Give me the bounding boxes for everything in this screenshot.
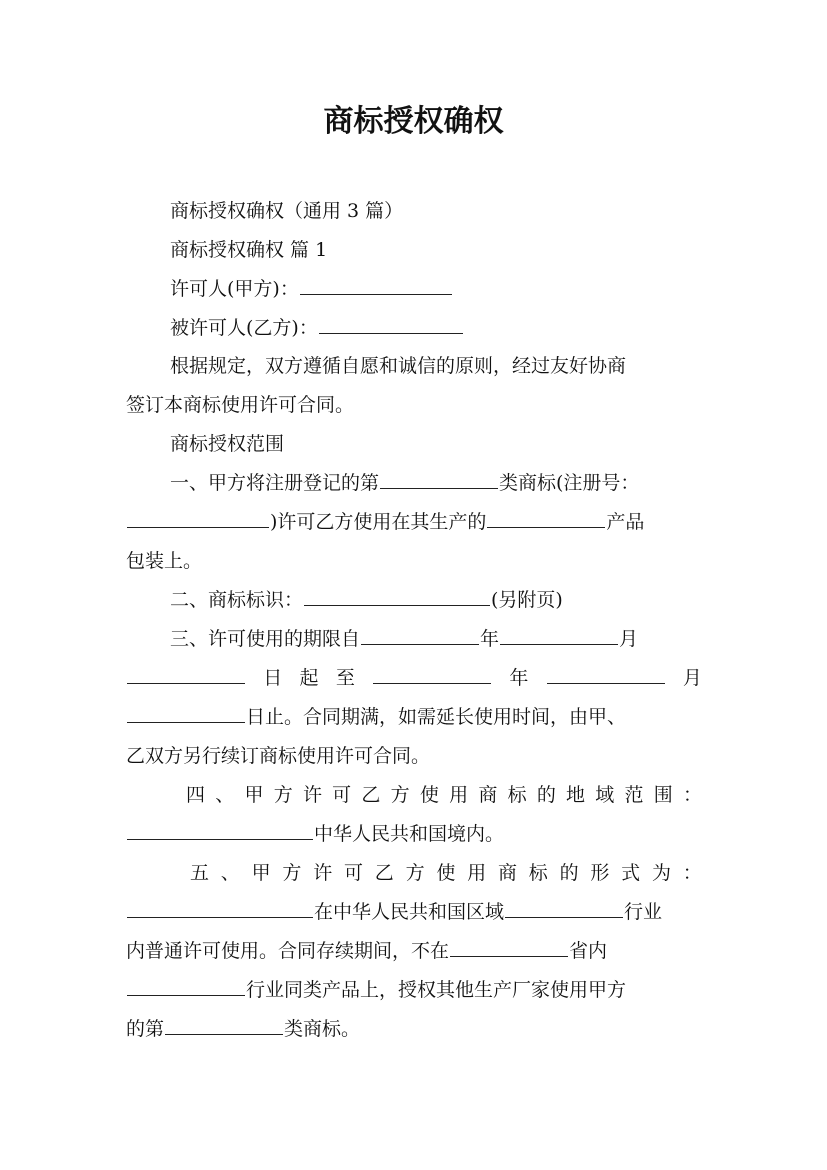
clause-4-char: 用 [449,784,469,806]
clause-2-text-b: (另附页) [491,589,563,611]
clause-5-char: 、 [220,862,240,884]
clause-5-char: 为 [651,862,671,884]
licensee-line [170,315,702,341]
clause-2-line [170,587,702,613]
clause-5-char: ： [682,862,702,884]
clause-3-end-month-label: 月 [682,667,702,689]
clause-5-char: 形 [590,862,610,884]
clause-4-line-2 [126,821,702,847]
clause-5-char: 五 [190,862,210,884]
clause-4-char: 使 [419,784,439,806]
clause-5-text-c: 内普通许可使用。合同存续期间，不在 [126,940,450,962]
industry-blank-2 [127,977,245,996]
clause-3-month-label: 月 [619,628,639,650]
clause-5-text-b: 行业 [624,901,663,923]
start-month-blank [500,626,618,645]
end-month-blank [547,665,665,684]
trademark-logo-blank [304,587,490,606]
clause-4-char: 许 [302,784,322,806]
clause-3-to-label: 至 [335,667,355,689]
clause-5-char: 商 [497,862,517,884]
licensor-blank [300,276,452,295]
clause-4-char: 乙 [361,784,381,806]
clause-5-char: 式 [621,862,641,884]
clause-4-char: 可 [332,784,352,806]
clause-4-char: ： [682,784,702,806]
clause-3-line-2 [126,665,702,691]
clause-1-text-d: 产品 [606,511,645,533]
clause-5-char: 用 [467,862,487,884]
clause-4-char: 方 [390,784,410,806]
clause-1-line-3: 包装上。 [126,550,203,572]
trademark-class-blank [380,470,498,489]
clause-3-text-a: 三、许可使用的期限自 [170,628,361,650]
clause-4-char: 范 [624,784,644,806]
licensee-blank [319,315,463,334]
licensor-label: 许可人(甲方)： [170,278,299,300]
licensor-line [170,276,702,302]
clause-1-text-b: 类商标(注册号： [499,472,640,494]
start-year-blank [361,626,479,645]
clause-4-char: 围 [653,784,673,806]
clause-5-line-5 [126,1016,702,1042]
clause-5-text-d: 省内 [569,940,608,962]
registration-number-blank [127,509,269,528]
clause-5-text-e: 行业同类产品上，授权其他生产厂家使用甲方 [246,979,627,1001]
part-heading: 商标授权确权 篇 1 [170,239,328,261]
clause-1-text-a: 一、甲方将注册登记的第 [170,472,380,494]
clause-3-day-label: 日 [263,667,283,689]
clause-4-char: 甲 [244,784,264,806]
clause-3-text-i: 日止。合同期满，如需延长使用时间，由甲、 [246,706,627,728]
clause-4-char: 地 [566,784,586,806]
end-day-blank [127,704,245,723]
clause-5-char: 使 [436,862,456,884]
clause-4-char: 域 [595,784,615,806]
product-blank [487,509,605,528]
clause-2-text-a: 二、商标标识： [170,589,304,611]
clause-5-text-a: 在中华人民共和国区域 [314,901,505,923]
clause-4-char: 标 [507,784,527,806]
class-blank-2 [165,1016,283,1035]
clause-4-line-1 [186,782,702,808]
clause-5-line-4 [126,977,702,1003]
clause-5-line-1 [190,860,702,886]
clause-5-char: 乙 [374,862,394,884]
clause-5-char: 的 [559,862,579,884]
clause-4-char: 方 [273,784,293,806]
clause-5-char: 可 [343,862,363,884]
intro-line-1: 根据规定，双方遵循自愿和诚信的原则，经过友好协商 [170,355,627,377]
clause-5-line-3 [126,938,702,964]
document-title: 商标授权确权 [323,104,504,139]
clause-5-char: 方 [405,862,425,884]
territory-blank [127,821,313,840]
scope-heading: 商标授权范围 [170,433,285,455]
intro-line-2: 签订本商标使用许可合同。 [126,394,355,416]
clause-5-char: 标 [528,862,548,884]
clause-5-text-f: 的第 [126,1018,165,1040]
end-year-blank [373,665,491,684]
clause-1-line-2 [126,509,702,535]
clause-3-end-year-label: 年 [509,667,529,689]
clause-5-line-2 [126,899,702,925]
clause-3-year-label: 年 [480,628,500,650]
clause-5-char: 甲 [251,862,271,884]
subtitle: 商标授权确权（通用 3 篇） [170,200,404,222]
start-day-blank [127,665,245,684]
clause-3-from-label: 起 [299,667,319,689]
clause-5-char: 许 [313,862,333,884]
clause-4-char: 、 [215,784,235,806]
province-blank [450,938,568,957]
industry-blank [505,899,623,918]
clause-1-line-1 [170,470,702,496]
clause-3-line-4: 乙双方另行续订商标使用许可合同。 [126,745,431,767]
license-form-blank [127,899,313,918]
clause-4-char: 商 [478,784,498,806]
licensee-label: 被许可人(乙方)： [170,317,318,339]
clause-4-char: 四 [186,784,206,806]
clause-3-line-1 [170,626,702,652]
clause-4-char: 的 [536,784,556,806]
clause-4-tail: 中华人民共和国境内。 [314,823,505,845]
clause-5-text-g: 类商标。 [284,1018,361,1040]
clause-5-char: 方 [282,862,302,884]
clause-1-text-c: )许可乙方使用在其生产的 [270,511,487,533]
clause-3-line-3 [126,704,702,730]
